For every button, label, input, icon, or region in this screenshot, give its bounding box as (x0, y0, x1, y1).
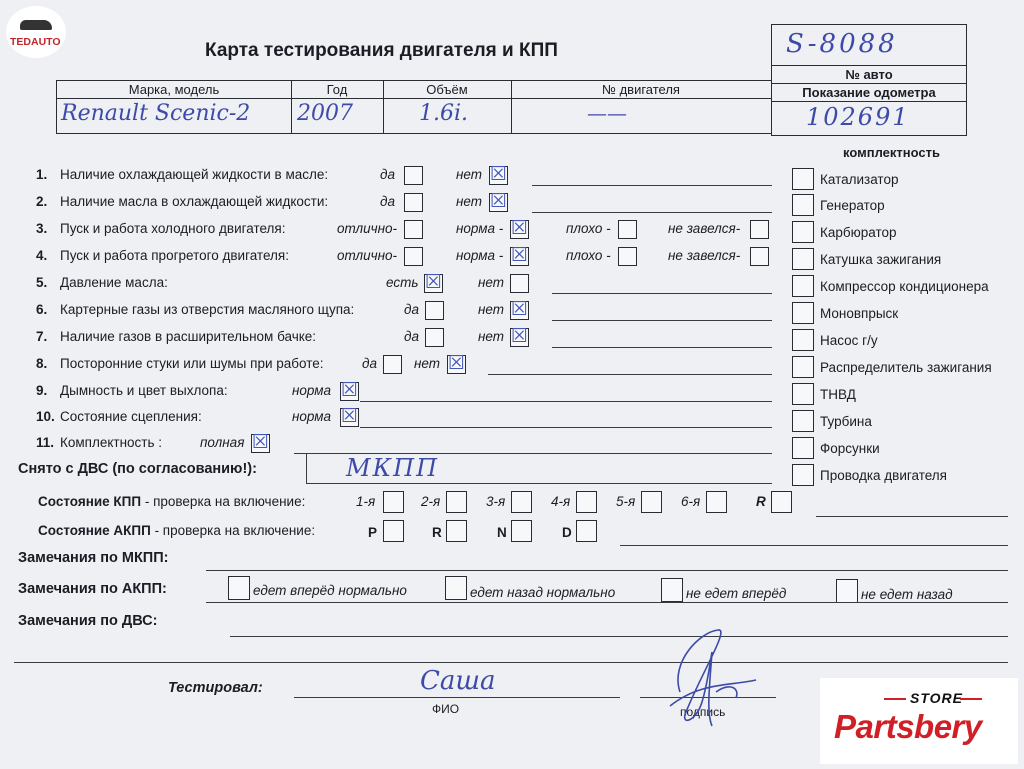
check-mark-icon: ☒ (510, 298, 529, 320)
akpp-option-label: не едет назад (861, 587, 953, 602)
removed-label: Снято с ДВС (по согласованию!): (18, 461, 257, 477)
option-label: норма (292, 409, 332, 424)
manual-gearbox-label (38, 494, 305, 510)
checkbox[interactable] (228, 576, 250, 600)
checkbox[interactable] (510, 274, 529, 293)
checkbox[interactable] (445, 576, 467, 600)
component-label: Компрессор кондиционера (820, 279, 989, 294)
checkbox[interactable] (750, 220, 769, 239)
option-label: плохо - (566, 248, 611, 263)
item-number: 3. (36, 221, 48, 236)
component-label: Катушка зажигания (820, 252, 942, 267)
component-label: Моновпрыск (820, 306, 899, 321)
option-label: не завелся- (668, 248, 741, 263)
option-label: нет (414, 356, 441, 371)
remarks-akpp-label: Замечания по АКПП: (18, 581, 167, 597)
item-number: 7. (36, 329, 48, 344)
store-label: STORE (910, 690, 963, 706)
odometer-value: 102691 (806, 103, 910, 131)
check-mark-icon: ☒ (510, 244, 529, 266)
gear-label: 6-я (681, 494, 701, 509)
checkbox[interactable] (706, 491, 727, 513)
signature-icon (640, 622, 770, 742)
option-label: да (380, 167, 395, 182)
checkbox[interactable] (792, 275, 814, 297)
item-number: 4. (36, 248, 48, 263)
checkbox[interactable] (576, 520, 597, 542)
checkbox[interactable] (446, 520, 467, 542)
checkbox[interactable] (792, 302, 814, 324)
odometer-label: Показание одометра (802, 85, 936, 100)
item-number: 11. (36, 435, 55, 450)
page-title: Карта тестирования двигателя и КПП (205, 40, 558, 61)
remarks-dvs-field[interactable] (230, 612, 1008, 637)
checkbox[interactable] (446, 491, 467, 513)
fio-label: ФИО (432, 702, 460, 716)
checkbox[interactable] (383, 355, 402, 374)
vehicle-table (56, 80, 772, 134)
option-label: нет (456, 194, 483, 209)
manual-gearbox-label-rest: - проверка на включение: (141, 494, 306, 509)
option-label: норма (292, 383, 332, 398)
checkbox[interactable] (792, 356, 814, 378)
option-label: нет (478, 302, 505, 317)
col-engine: № двигателя (602, 82, 680, 97)
item-label: Пуск и работа холодного двигателя: (60, 221, 286, 236)
store-badge (820, 678, 1018, 764)
checkbox[interactable] (425, 328, 444, 347)
year-value: 2007 (297, 101, 353, 126)
option-label: отлично- (337, 221, 397, 236)
item-number: 10. (36, 409, 55, 424)
item-label: Давление масла: (60, 275, 168, 290)
item-label: Посторонние стуки или шумы при работе: (60, 356, 324, 371)
remarks-mkpp-field[interactable] (206, 548, 1008, 571)
car-icon (20, 20, 52, 30)
item-number: 1. (36, 167, 48, 182)
component-label: Форсунки (820, 441, 880, 456)
checkbox[interactable] (771, 491, 792, 513)
option-label: да (380, 194, 395, 209)
gear-label: 2-я (421, 494, 441, 509)
signature-label: подпись (680, 705, 726, 719)
remarks-mkpp-label: Замечания по МКПП: (18, 550, 169, 566)
tester-name: Саша (420, 666, 496, 696)
gear-label: P (368, 525, 378, 540)
item-label: Комплектность : (60, 435, 163, 450)
checkbox[interactable] (792, 221, 814, 243)
check-mark-icon: ☒ (424, 271, 443, 293)
auto-number-value: S-8088 (786, 29, 898, 59)
item-number: 6. (36, 302, 48, 317)
col-volume: Объём (426, 82, 468, 97)
checkbox[interactable] (404, 166, 423, 185)
option-label: отлично- (337, 248, 397, 263)
checkbox[interactable] (511, 491, 532, 513)
tested-by-label: Тестировал: (168, 680, 263, 696)
component-label: Катализатор (820, 172, 899, 187)
option-label: да (362, 356, 377, 371)
component-label: ТНВД (820, 387, 856, 402)
component-label: Проводка двигателя (820, 468, 947, 483)
checkbox[interactable] (641, 491, 662, 513)
gear-label: 3-я (486, 494, 506, 509)
gear-label: R (432, 525, 442, 540)
auto-number-label: № авто (845, 67, 893, 82)
gear-label: 1-я (356, 494, 376, 509)
checkbox[interactable] (576, 491, 597, 513)
logo (6, 6, 66, 58)
option-label: нет (456, 167, 483, 182)
check-mark-icon: ☒ (340, 405, 359, 427)
item-label: Пуск и работа прогретого двигателя: (60, 248, 289, 263)
option-label: норма - (456, 221, 504, 236)
checkbox[interactable] (792, 410, 814, 432)
item-label: Картерные газы из отверстия масляного щупа: (60, 302, 355, 317)
item-label: Наличие масла в охлаждающей жидкости: (60, 194, 329, 209)
remarks-dvs-label: Замечания по ДВС: (18, 613, 158, 629)
akpp-option-label: не едет вперёд (686, 586, 787, 601)
logo-text: TEDAUTO (10, 36, 61, 48)
checkbox[interactable] (618, 220, 637, 239)
check-mark-icon: ☒ (510, 325, 529, 347)
engine-value: —— (587, 101, 627, 125)
option-label: норма - (456, 248, 504, 263)
akpp-option-label: едет вперёд нормально (253, 583, 407, 598)
component-label: Насос г/у (820, 333, 878, 348)
gear-label: R (756, 494, 766, 509)
checkbox[interactable] (836, 579, 858, 603)
auto-gearbox-label (38, 523, 315, 539)
akpp-option-label: едет назад нормально (470, 585, 616, 600)
check-mark-icon: ☒ (489, 163, 508, 185)
checkbox[interactable] (792, 248, 814, 270)
volume-value: 1.6i. (419, 101, 469, 126)
col-year: Год (326, 82, 348, 97)
auto-gearbox-label-bold: Состояние АКПП (38, 523, 151, 538)
brand-label: Partsbery (834, 708, 982, 745)
component-label: Карбюратор (820, 225, 897, 240)
item-number: 9. (36, 383, 48, 398)
checkbox[interactable] (792, 464, 814, 486)
option-label: да (404, 329, 419, 344)
checkbox[interactable] (792, 168, 814, 190)
component-label: Генератор (820, 198, 885, 213)
option-label: нет (478, 329, 505, 344)
gear-label: N (497, 525, 507, 540)
item-number: 2. (36, 194, 48, 209)
checkbox[interactable] (425, 301, 444, 320)
checkbox[interactable] (792, 437, 814, 459)
checkbox[interactable] (750, 247, 769, 266)
item-label: Состояние сцепления: (60, 409, 202, 424)
checkbox[interactable] (792, 194, 814, 216)
option-label: не завелся- (668, 221, 741, 236)
check-mark-icon: ☒ (251, 431, 270, 453)
auto-number-box (771, 24, 967, 136)
checkbox[interactable] (383, 520, 404, 542)
col-model: Марка, модель (128, 82, 220, 97)
option-label: да (404, 302, 419, 317)
item-number: 8. (36, 356, 48, 371)
option-label: нет (478, 275, 505, 290)
checkbox[interactable] (404, 220, 423, 239)
option-label: есть (386, 275, 419, 290)
check-mark-icon: ☒ (447, 352, 466, 374)
gear-label: D (562, 525, 572, 540)
option-label: плохо - (566, 221, 611, 236)
checkbox[interactable] (661, 578, 683, 602)
item-label: Наличие газов в расширительном бачке: (60, 329, 317, 344)
checkbox[interactable] (618, 247, 637, 266)
check-mark-icon: ☒ (489, 190, 508, 212)
item-label: Дымность и цвет выхлопа: (60, 383, 228, 398)
checkbox[interactable] (792, 329, 814, 351)
gear-label: 4-я (551, 494, 571, 509)
completeness-title: комплектность (843, 145, 940, 160)
manual-gearbox-label-bold: Состояние КПП (38, 494, 142, 509)
checkbox[interactable] (511, 520, 532, 542)
model-value: Renault Scenic-2 (61, 101, 251, 126)
item-number: 5. (36, 275, 48, 290)
component-label: Распределитель зажигания (820, 360, 992, 375)
component-label: Турбина (820, 414, 872, 429)
removed-value: МКПП (346, 454, 440, 482)
auto-gearbox-label-rest: - проверка на включение: (150, 523, 316, 538)
check-mark-icon: ☒ (340, 379, 359, 401)
check-mark-icon: ☒ (510, 217, 529, 239)
checkbox[interactable] (383, 491, 404, 513)
checkbox[interactable] (404, 247, 423, 266)
checkbox[interactable] (404, 193, 423, 212)
option-label: полная (200, 435, 245, 450)
checkbox[interactable] (792, 383, 814, 405)
item-label: Наличие охлаждающей жидкости в масле: (60, 167, 329, 182)
gear-label: 5-я (616, 494, 636, 509)
